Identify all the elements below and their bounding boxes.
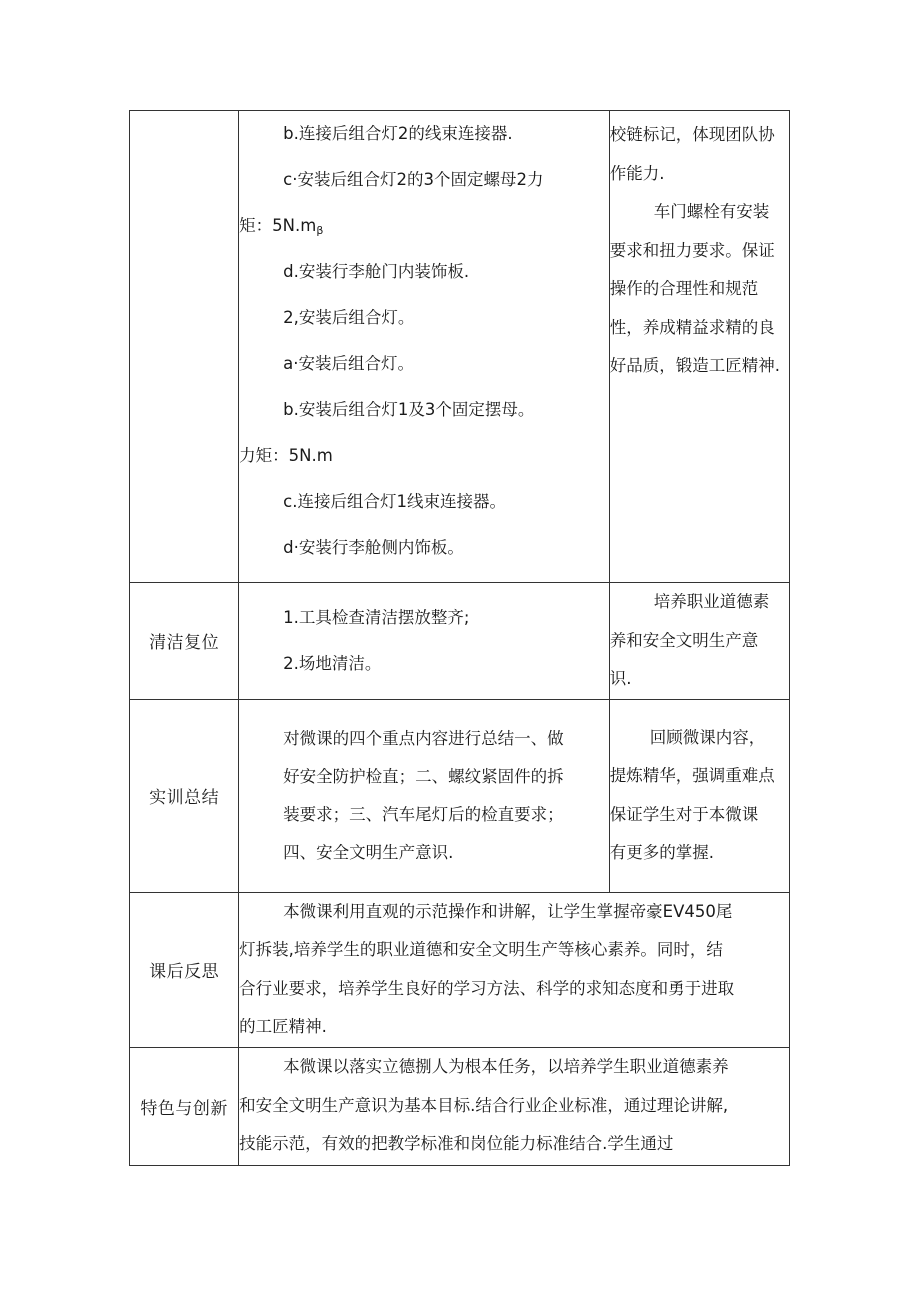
- summary-steps-cell: [239, 699, 610, 892]
- step-line: b.连接后组合灯2的线束连接器.: [283, 124, 513, 143]
- note-line: 提炼精华，强调重难点: [609, 766, 775, 785]
- note-line: 培养职业道德素: [653, 592, 770, 611]
- step-line: c.连接后组合灯1线束连接器。: [283, 492, 506, 511]
- row-label-cleanup: 清洁复位: [130, 583, 239, 700]
- reflection-text-cell: [239, 892, 790, 1047]
- step-line: 力矩：5N.m: [239, 446, 333, 465]
- step-line: 矩：$5N.m_\beta$: [239, 216, 324, 237]
- note-line: 作能力.: [609, 163, 665, 183]
- table-row-features: [130, 1047, 790, 1165]
- step-line: c·安装后组合灯2的3个固定螺母2力: [283, 170, 544, 189]
- table-row-reflection: [130, 892, 790, 1047]
- note-line: 有更多的掌握.: [609, 843, 714, 862]
- cleanup-notes-cell: [609, 583, 789, 700]
- note-line: 回顾微课内容，: [649, 727, 766, 747]
- step-line: 好安全防护检直；二、螺纹紧固件的拆: [283, 766, 564, 786]
- features-text-cell: [239, 1047, 790, 1165]
- step-line: b.安装后组合灯1及3个固定摆母。: [283, 400, 535, 419]
- step-line: 四、安全文明生产意识.: [283, 842, 454, 862]
- paragraph-line: 和安全文明生产意识为基本目标.结合行业企业标准，通过理论讲解,: [239, 1095, 729, 1115]
- note-line: 要求和扭力要求。保证: [609, 240, 775, 260]
- summary-notes-cell: [609, 699, 789, 892]
- note-line: 校链标记，体现团队协: [609, 125, 775, 144]
- note-line: 性，养成精益求精的良: [609, 317, 775, 337]
- paragraph-line: 的工匠精神.: [239, 1017, 327, 1036]
- paragraph-line: 合行业要求，培养学生良好的学习方法、科学的求知态度和勇于进取: [239, 978, 735, 998]
- note-line: 操作的合理性和规范: [609, 279, 759, 298]
- lesson-plan-table: [129, 110, 790, 1166]
- row-label-reflection: 课后反思: [130, 892, 239, 1047]
- step-line: a·安装后组合灯。: [283, 354, 415, 373]
- table-row-cleanup: [130, 583, 790, 700]
- note-line: 识.: [609, 669, 632, 688]
- cleanup-steps-cell: [239, 583, 610, 700]
- row-label-cell-empty: [130, 111, 239, 583]
- step-line: 装要求；三、汽车尾灯后的检直要求；: [283, 804, 564, 824]
- table-row-summary: [130, 699, 790, 892]
- step-line: 2.场地清洁。: [283, 653, 382, 673]
- paragraph-line: 灯拆装,培养学生的职业道德和安全文明生产等核心素养。同时，结: [239, 940, 723, 959]
- step-line: 对微课的四个重点内容进行总结一、做: [283, 728, 564, 748]
- note-line: 保证学生对于本微课: [609, 804, 759, 824]
- step-line: d·安装行李舱侧内饰板。: [283, 538, 464, 557]
- step-line: d.安装行李舱门内装饰板.: [283, 262, 470, 281]
- row-label-summary: 实训总结: [130, 699, 239, 892]
- step-line: 2,安装后组合灯。: [283, 308, 415, 327]
- note-line: 好品质，锻造工匠精神.: [609, 356, 780, 375]
- paragraph-line: 本微课利用直观的示范操作和讲解，让学生掌握帝豪EV450尾: [283, 901, 733, 921]
- table-row-assembly: [130, 111, 790, 583]
- step-line: 1.工具检查清洁摆放整齐;: [283, 607, 470, 627]
- note-line: 车门螺栓有安装: [653, 202, 770, 221]
- note-line: 养和安全文明生产意: [609, 630, 759, 650]
- paragraph-line: 本微课以落实立德捌人为根本任务，以培养学生职业道德素养: [283, 1057, 729, 1077]
- assembly-steps-cell: [239, 111, 610, 583]
- assembly-notes-cell: [609, 111, 789, 583]
- row-label-features: 特色与创新: [130, 1047, 239, 1165]
- paragraph-line: 技能示范，有效的把教学标准和岗位能力标准结合.学生通过: [239, 1134, 674, 1154]
